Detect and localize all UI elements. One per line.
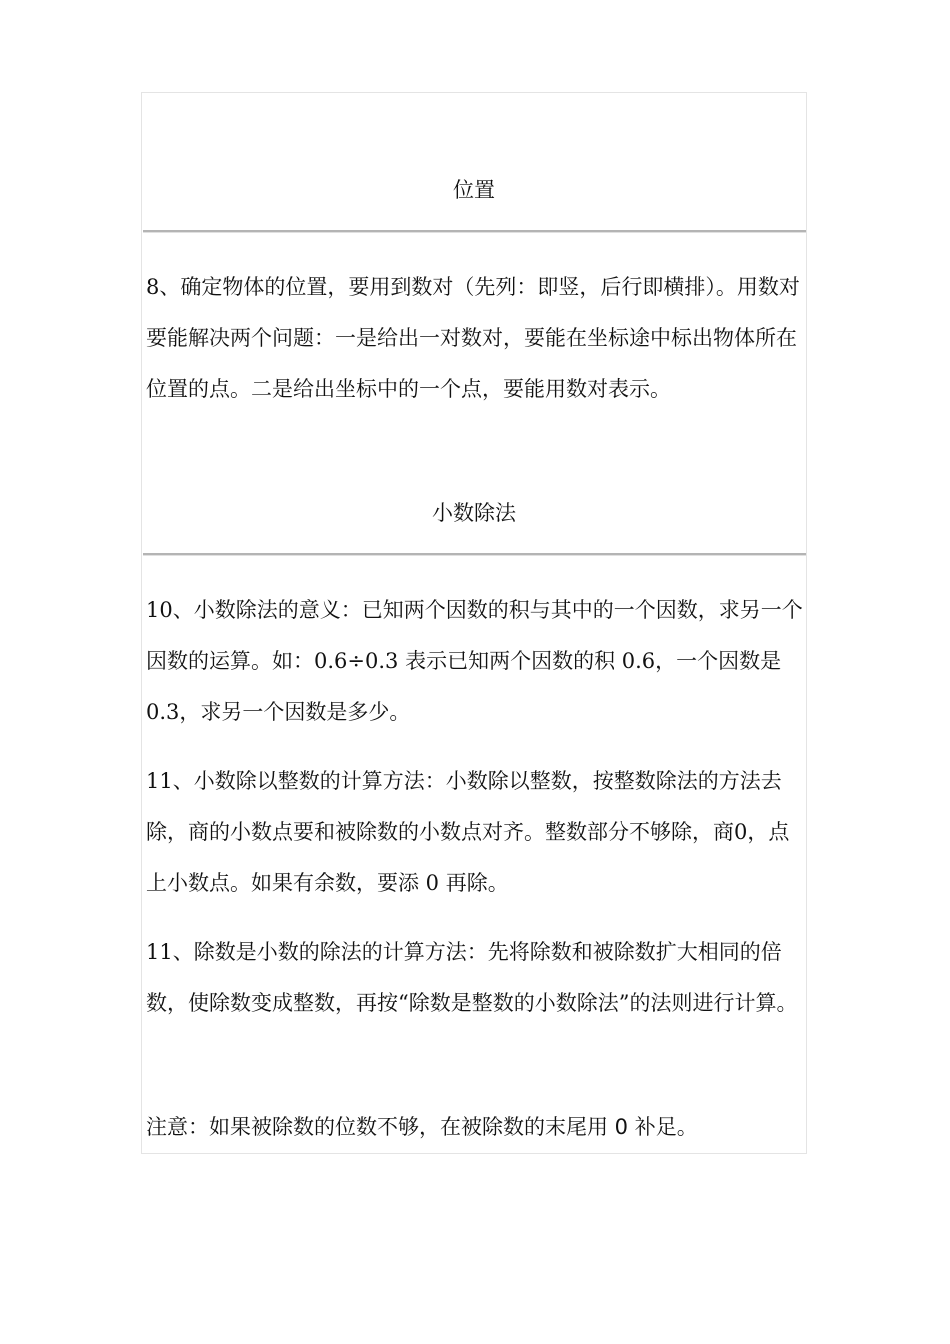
note-text: 注意：如果被除数的位数不够，在被除数的末尾用 0 补足。: [146, 1115, 698, 1139]
heading-divider: [143, 230, 806, 233]
paragraph-item-10: 10、小数除法的意义：已知两个因数的积与其中的一个因数，求另一个因数的运算。如：0.6÷0.3 表示已知两个因数的积 0.6，一个因数是 0.3，求另一个因数是多少。: [146, 598, 803, 724]
paragraph-item-11-decimal-divisor: 11、除数是小数的除法的计算方法：先将除数和被除数扩大相同的倍数，使除数变成整数，再按“除数是整数的小数除法”的法则进行计算。: [146, 940, 798, 1015]
paragraph-item-11-integer-divisor: 11、小数除以整数的计算方法：小数除以整数，按整数除法的方法去除，商的小数点要和被除数的小数点对齐。整数部分不够除，商0，点上小数点。如果有余数，要添 0 再除。: [146, 769, 790, 895]
heading-divider: [143, 553, 806, 556]
section-heading-decimal-division: 小数除法: [432, 501, 516, 525]
section-heading-position: 位置: [453, 178, 495, 202]
paragraph-position-item-8: 8、确定物体的位置，要用到数对（先列：即竖，后行即横排）。用数对要能解决两个问题：一是给出一对数对，要能在坐标途中标出物体所在位置的点。二是给出坐标中的一个点，要能用数对表示。: [146, 275, 800, 401]
